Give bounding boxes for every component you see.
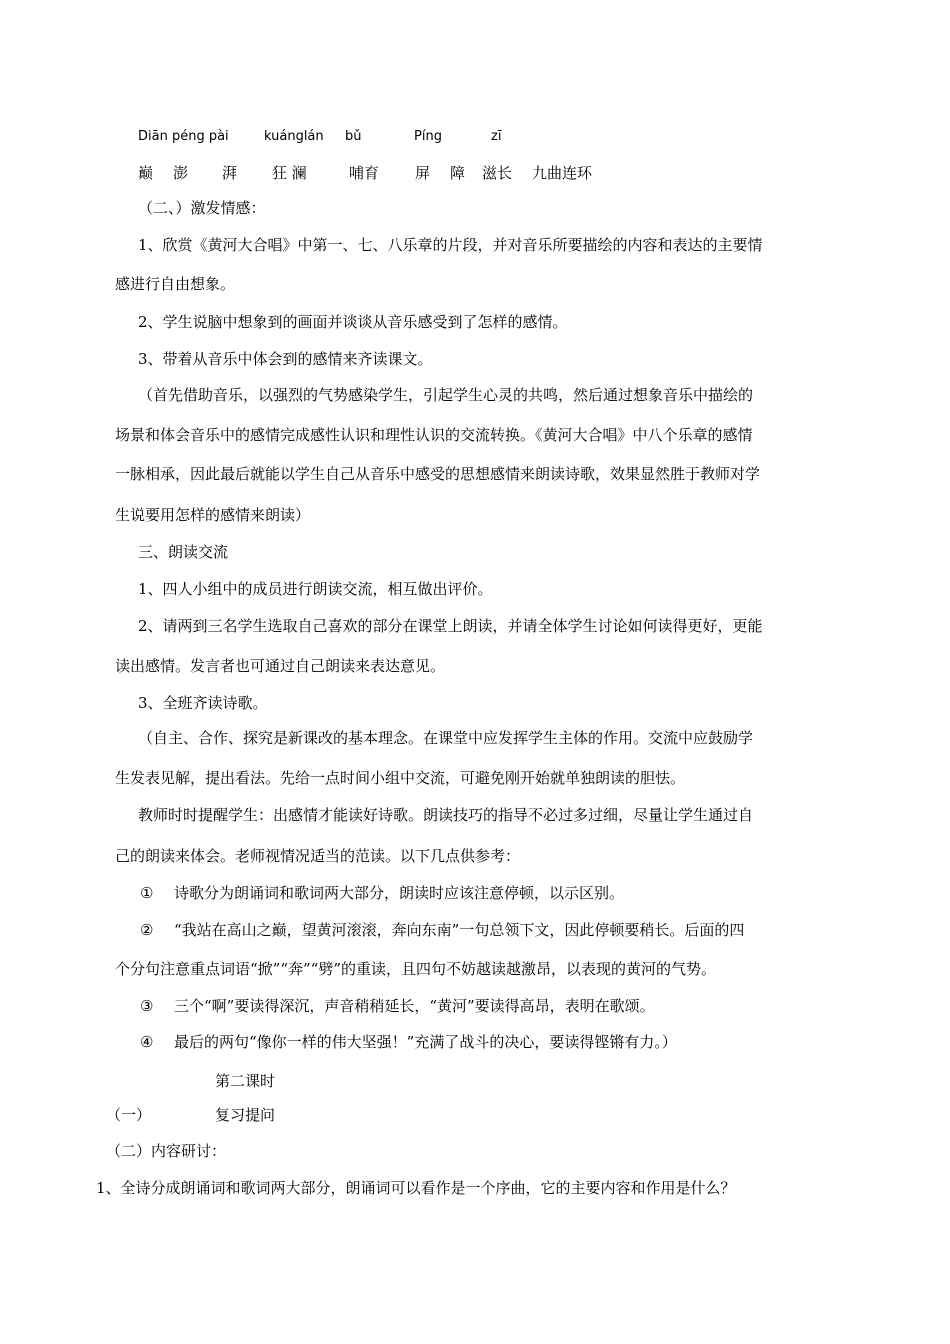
paragraph-line: 1、欣赏《黄河大合唱》中第一、七、八乐章的片段，并对音乐所要描绘的内容和表达的主要情 xyxy=(138,236,763,254)
paragraph-line: 三个“啊”要读得深沉，声音稍稍延长，“黄河”要读得高昂，表明在歌颂。 xyxy=(174,997,655,1015)
vocab-word: 哺育 xyxy=(349,164,380,182)
vocab-word: 澎 xyxy=(173,164,189,182)
pinyin-4: Píng xyxy=(414,129,442,144)
section-heading: 复习提问 xyxy=(215,1106,276,1124)
paragraph-line: 生说要用怎样的感情来朗读） xyxy=(115,506,311,524)
vocab-word: 滋长 xyxy=(482,164,513,182)
pinyin-3: bǔ xyxy=(345,129,362,144)
vocab-word: 障 xyxy=(450,164,466,182)
paragraph-line: “我站在高山之巅，望黄河滚滚，奔向东南”一句总领下文，因此停顿要稍长。后面的四 xyxy=(174,921,745,939)
vocab-word: 九曲连环 xyxy=(532,164,593,182)
paragraph-line: 读出感情。发言者也可通过自己朗读来表达意见。 xyxy=(115,657,446,675)
paragraph-line: 一脉相承，因此最后就能以学生自己从音乐中感受的思想感情来朗读诗歌，效果显然胜于教师对学 xyxy=(115,465,761,483)
lesson-title: 第二课时 xyxy=(215,1072,276,1090)
section-heading: （二、）激发情感： xyxy=(138,199,266,217)
section-heading: （二）内容研讨： xyxy=(106,1142,227,1160)
marker-3: ③ xyxy=(140,997,154,1015)
marker-2: ② xyxy=(140,921,154,939)
paragraph-line: 己的朗读来体会。老师视情况适当的范读。以下几点供参考： xyxy=(115,847,521,865)
paragraph-line: 1、四人小组中的成员进行朗读交流，相互做出评价。 xyxy=(138,580,493,598)
paragraph-line: 教师时时提醒学生：出感情才能读好诗歌。朗读技巧的指导不必过多过细，尽量让学生通过自 xyxy=(138,806,754,824)
paragraph-line: 诗歌分为朗诵词和歌词两大部分，朗读时应该注意停顿，以示区别。 xyxy=(174,884,625,902)
vocab-word: 湃 xyxy=(222,164,238,182)
vocab-word: 狂 澜 xyxy=(272,164,307,182)
paragraph-line: 3、带着从音乐中体会到的感情来齐读课文。 xyxy=(138,350,433,368)
paragraph-line: 2、请两到三名学生选取自己喜欢的部分在课堂上朗读，并请全体学生讨论如何读得更好，更能 xyxy=(138,617,763,635)
paragraph-line: 2、学生说脑中想象到的画面并谈谈从音乐感受到了怎样的感情。 xyxy=(138,313,568,331)
paragraph-line: 1、全诗分成朗诵词和歌词两大部分，朗诵词可以看作是一个序曲，它的主要内容和作用是什么？ xyxy=(96,1179,736,1197)
pinyin-1: Diān péng pài xyxy=(138,129,229,144)
paragraph-line: （首先借助音乐，以强烈的气势感染学生，引起学生心灵的共鸣，然后通过想象音乐中描绘的 xyxy=(138,386,754,404)
paragraph-line: 感进行自由想象。 xyxy=(115,275,236,293)
section-number: （一） xyxy=(106,1106,152,1124)
pinyin-5: zī xyxy=(491,129,502,144)
vocab-word: 巅 xyxy=(138,164,154,182)
paragraph-line: 生发表见解，提出看法。先给一点时间小组中交流，可避免刚开始就单独朗读的胆怯。 xyxy=(115,769,686,787)
paragraph-line: （自主、合作、探究是新课改的基本理念。在课堂中应发挥学生主体的作用。交流中应鼓励学 xyxy=(138,729,754,747)
paragraph-line: 个分句注意重点词语“掀”“奔”“劈”的重读，且四句不妨越读越激昂，以表现的黄河的气势。 xyxy=(115,960,717,978)
section-heading: 三、朗读交流 xyxy=(138,543,229,561)
marker-1: ① xyxy=(140,884,154,902)
paragraph-line: 最后的两句“像你一样的伟大坚强！”充满了战斗的决心，要读得铿锵有力。） xyxy=(174,1033,677,1051)
paragraph-line: 3、全班齐读诗歌。 xyxy=(138,694,268,712)
pinyin-2: kuánglán xyxy=(264,129,324,144)
marker-4: ④ xyxy=(140,1033,154,1051)
vocab-word: 屏 xyxy=(415,164,431,182)
paragraph-line: 场景和体会音乐中的感情完成感性认识和理性认识的交流转换。《黄河大合唱》中八个乐章的感情 xyxy=(115,426,753,444)
